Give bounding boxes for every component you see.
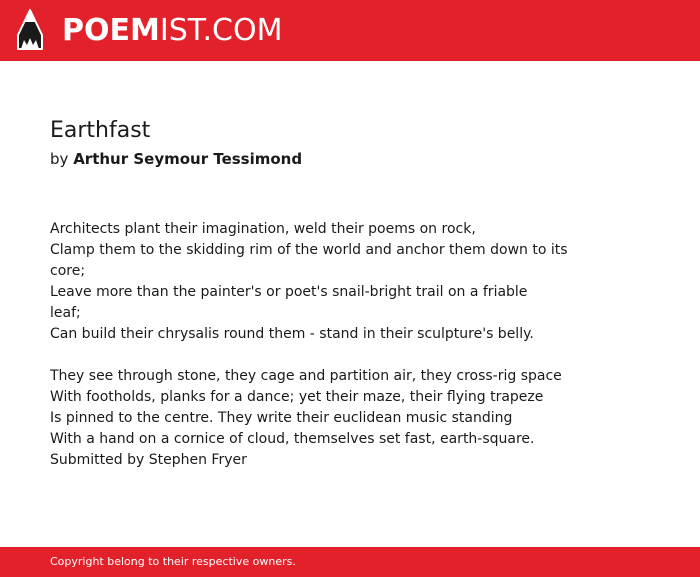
poem-line: Architects plant their imagination, weld their poems on rock,	[50, 221, 476, 237]
submitted-by: Submitted by Stephen Fryer	[50, 452, 247, 468]
poem-line: Clamp them to the skidding rim of the world and anchor them down to its	[50, 242, 568, 258]
site-footer	[0, 547, 700, 577]
poem-line: Is pinned to the centre. They write their euclidean music standing	[50, 410, 513, 426]
site-logo[interactable]	[62, 13, 282, 49]
poem-line: Can build their chrysalis round them - stand in their sculpture's belly.	[50, 326, 534, 342]
poem-byline	[50, 149, 302, 169]
stanza-break	[50, 345, 570, 366]
poem-line: They see through stone, they cage and partition air, they cross-rig space	[50, 368, 562, 384]
poem-line: With a hand on a cornice of cloud, themselves set fast, earth-square.	[50, 431, 535, 447]
logo-light-text: IST.COM	[159, 13, 283, 48]
poem-line: With footholds, planks for a dance; yet their maze, their flying trapeze	[50, 389, 544, 405]
poem-author: Arthur Seymour Tessimond	[73, 150, 303, 168]
poem-line: Leave more than the painter's or poet's snail-bright trail on a friable	[50, 284, 528, 300]
by-label: by	[50, 150, 69, 168]
copyright-text: Copyright belong to their respective owners.	[50, 555, 296, 568]
poem-line: core;	[50, 263, 86, 279]
pen-nib-icon[interactable]	[17, 9, 43, 51]
site-header	[0, 0, 700, 61]
poem-title: Earthfast	[50, 118, 151, 143]
poem-body	[50, 219, 570, 471]
logo-bold-text: POEM	[62, 13, 160, 48]
poem-line: leaf;	[50, 305, 81, 321]
